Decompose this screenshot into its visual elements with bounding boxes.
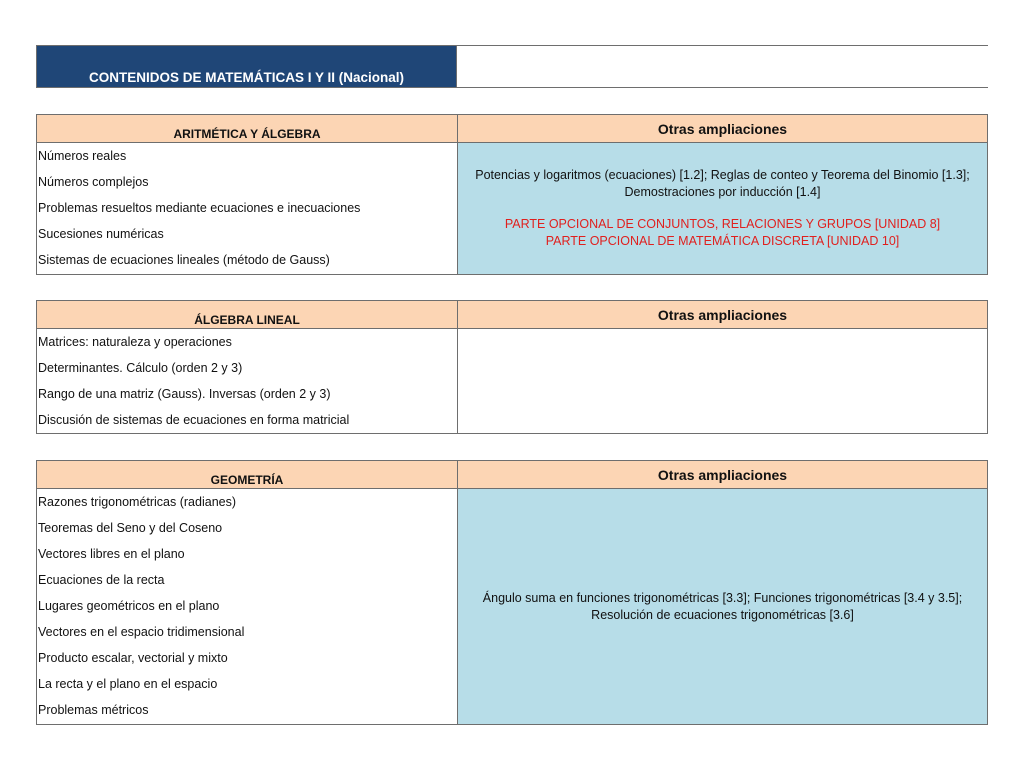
list-item: Números complejos (38, 175, 149, 189)
list-item: Sucesiones numéricas (38, 227, 164, 241)
extras-cell (458, 329, 987, 433)
list-item: Ecuaciones de la recta (38, 573, 165, 587)
page-title: CONTENIDOS DE MATEMÁTICAS I Y II (Nacional) (36, 46, 457, 87)
list-item: Matrices: naturaleza y operaciones (38, 335, 232, 349)
list-item: Vectores en el espacio tridimensional (38, 625, 245, 639)
section-heading: ARITMÉTICA Y ÁLGEBRA (37, 115, 458, 142)
list-item: Problemas métricos (38, 703, 149, 717)
section-body (37, 143, 987, 274)
topics-list (37, 329, 458, 433)
topics-list (37, 489, 458, 724)
list-item: Rango de una matriz (Gauss). Inversas (orden 2 y 3) (38, 387, 331, 401)
list-item: Vectores libres en el plano (38, 547, 185, 561)
extras-heading: Otras ampliaciones (657, 466, 788, 483)
section-header (37, 301, 987, 329)
list-item: Razones trigonométricas (radianes) (38, 495, 237, 509)
section-heading: ÁLGEBRA LINEAL (37, 301, 458, 328)
topics-list (37, 143, 458, 274)
extras-cell (458, 143, 987, 274)
extras-optional-line: PARTE OPCIONAL DE CONJUNTOS, RELACIONES Y GRUPOS [UNIDAD 8] (504, 217, 941, 231)
section-header (37, 115, 987, 143)
list-item: Sistemas de ecuaciones lineales (método de Gauss) (38, 253, 330, 267)
list-item: Lugares geométricos en el plano (38, 599, 220, 613)
list-item: Teoremas del Seno y del Coseno (38, 521, 223, 535)
list-item: La recta y el plano en el espacio (38, 677, 218, 691)
extras-cell (458, 489, 987, 724)
list-item: Determinantes. Cálculo (orden 2 y 3) (38, 361, 243, 375)
extras-optional-line: PARTE OPCIONAL DE MATEMÁTICA DISCRETA [UNIDAD 10] (545, 234, 900, 248)
list-item: Números reales (38, 149, 127, 163)
list-item: Problemas resueltos mediante ecuaciones e inecuaciones (38, 201, 361, 215)
section-aritmetica-algebra (36, 114, 988, 275)
extras-heading: Otras ampliaciones (657, 120, 788, 137)
section-algebra-lineal (36, 300, 988, 434)
extras-line: Demostraciones por inducción [1.4] (624, 185, 821, 199)
extras-line: Ángulo suma en funciones trigonométricas [3.3]; Funciones trigonométricas [3.4 y 3.5]; (482, 590, 963, 605)
section-body (37, 489, 987, 724)
list-item: Discusión de sistemas de ecuaciones en forma matricial (38, 413, 350, 427)
extras-line: Potencias y logaritmos (ecuaciones) [1.2]; Reglas de conteo y Teorema del Binomio [1.3]; (475, 168, 970, 182)
list-item: Producto escalar, vectorial y mixto (38, 651, 228, 665)
section-body (37, 329, 987, 433)
section-geometria (36, 460, 988, 725)
extras-line: Resolución de ecuaciones trigonométricas [3.6] (591, 607, 854, 622)
section-heading: GEOMETRÍA (37, 461, 458, 488)
title-row (36, 45, 988, 88)
section-header (37, 461, 987, 489)
extras-heading: Otras ampliaciones (657, 306, 788, 323)
